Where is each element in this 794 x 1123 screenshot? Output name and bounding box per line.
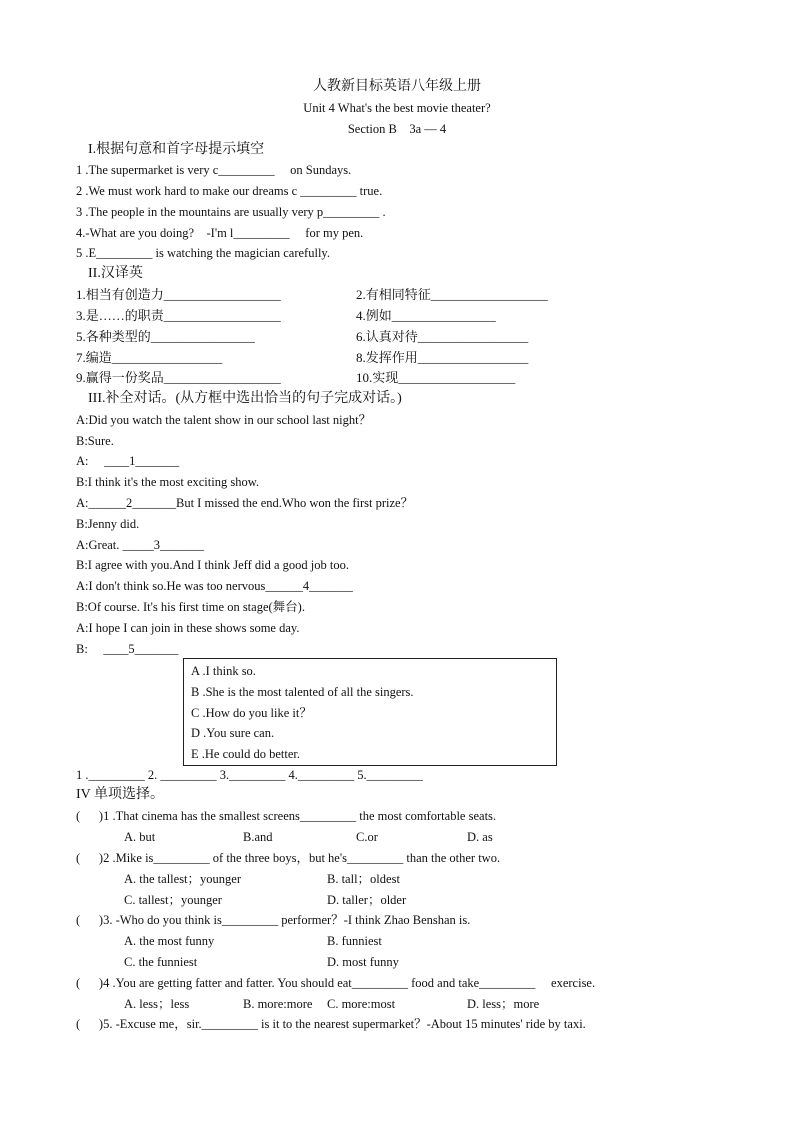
q1-option-b: B.and: [243, 830, 273, 844]
question-1: ( )1 .That cinema has the smallest screens_________ the most comfortable seats.: [76, 809, 497, 823]
q3-option-c: C. the funniest: [124, 955, 198, 969]
part3-answer-line: 1 ._________ 2. _________ 3._________ 4._________ 5._________: [76, 768, 423, 782]
q1-option-c: C.or: [356, 830, 378, 844]
q3-option-b: B. funniest: [327, 934, 382, 948]
part2-item-9: 9.赢得一份奖品__________________: [76, 370, 281, 385]
dialog-line-3: A: ____1_______: [76, 454, 180, 468]
part2-item-2: 2.有相同特征__________________: [356, 287, 548, 302]
q3-option-a: A. the most funny: [124, 934, 215, 948]
option-c: C .How do you like it？: [191, 706, 312, 720]
part3-heading: III.补全对话。(从方框中选出恰当的句子完成对话。): [88, 391, 402, 406]
option-d: D .You sure can.: [191, 726, 275, 740]
option-e: E .He could do better.: [191, 747, 300, 761]
part1-item-3: 3 .The people in the mountains are usually very p_________ .: [76, 205, 386, 219]
question-2: ( )2 .Mike is_________ of the three boys，but he's_________ than the other two.: [76, 851, 501, 865]
q4-option-c: C. more:most: [327, 997, 396, 1011]
part2-item-3: 3.是……的职责__________________: [76, 308, 281, 323]
section-title: Section B 3a — 4: [347, 122, 447, 136]
q2-option-d: D. taller；older: [327, 893, 407, 907]
option-a: A .I think so.: [191, 664, 256, 678]
part2-item-6: 6.认真对待_________________: [356, 329, 529, 344]
part2-item-8: 8.发挥作用_________________: [356, 350, 529, 365]
part1-item-2: 2 .We must work hard to make our dreams c _________ true.: [76, 184, 383, 198]
q1-option-a: A. but: [124, 830, 156, 844]
q2-option-c: C. tallest；younger: [124, 893, 222, 907]
question-4: ( )4 .You are getting fatter and fatter. You should eat_________ food and take_________ exercise.: [76, 976, 596, 990]
dialog-line-11: A:I hope I can join in these shows some day.: [76, 621, 300, 635]
dialog-line-5: A:______2_______But I missed the end.Who won the first prize？: [76, 496, 414, 510]
part4-heading: IV 单项选择。: [76, 787, 165, 802]
part1-item-1: 1 .The supermarket is very c_________ on Sundays.: [76, 163, 352, 177]
dialog-line-1: A:Did you watch the talent show in our school last night？: [76, 413, 372, 427]
q4-option-a: A. less；less: [124, 997, 190, 1011]
part2-item-1: 1.相当有创造力__________________: [76, 287, 281, 302]
dialog-line-6: B:Jenny did.: [76, 517, 140, 531]
part2-heading: II.汉译英: [88, 266, 143, 281]
page-title: 人教新目标英语八年级上册: [313, 79, 481, 94]
q4-option-d: D. less；more: [467, 997, 540, 1011]
q1-option-d: D. as: [467, 830, 493, 844]
q4-option-b: B. more:more: [243, 997, 313, 1011]
part2-item-10: 10.实现__________________: [356, 370, 516, 385]
unit-title: Unit 4 What's the best movie theater?: [303, 101, 491, 115]
question-5: ( )5. -Excuse me，sir._________ is it to the nearest supermarket？-About 15 minutes' ride by taxi.: [76, 1017, 586, 1031]
q3-option-d: D. most funny: [327, 955, 399, 969]
q2-option-a: A. the tallest；younger: [124, 872, 241, 886]
part2-item-4: 4.例如________________: [356, 308, 496, 323]
dialog-line-4: B:I think it's the most exciting show.: [76, 475, 260, 489]
part1-item-5: 5 .E_________ is watching the magician carefully.: [76, 246, 330, 260]
dialog-line-9: A:I don't think so.He was too nervous______4_______: [76, 579, 353, 593]
option-b: B .She is the most talented of all the singers.: [191, 685, 414, 699]
question-3: ( )3. -Who do you think is_________ performer？-I think Zhao Benshan is.: [76, 913, 471, 927]
dialog-line-7: A:Great. _____3_______: [76, 538, 204, 552]
dialog-line-10: B:Of course. It's his first time on stage(舞台).: [76, 600, 305, 614]
dialog-line-8: B:I agree with you.And I think Jeff did a good job too.: [76, 558, 349, 572]
options-box: [183, 658, 557, 766]
part2-item-5: 5.各种类型的________________: [76, 329, 255, 344]
dialog-line-2: B:Sure.: [76, 434, 114, 448]
q2-option-b: B. tall；oldest: [327, 872, 400, 886]
dialog-line-12: B: ____5_______: [76, 642, 179, 656]
part1-heading: I.根据句意和首字母提示填空: [88, 142, 265, 157]
part2-item-7: 7.编造_________________: [76, 350, 223, 365]
part1-item-4: 4.-What are you doing? -I'm l_________ for my pen.: [76, 226, 364, 240]
